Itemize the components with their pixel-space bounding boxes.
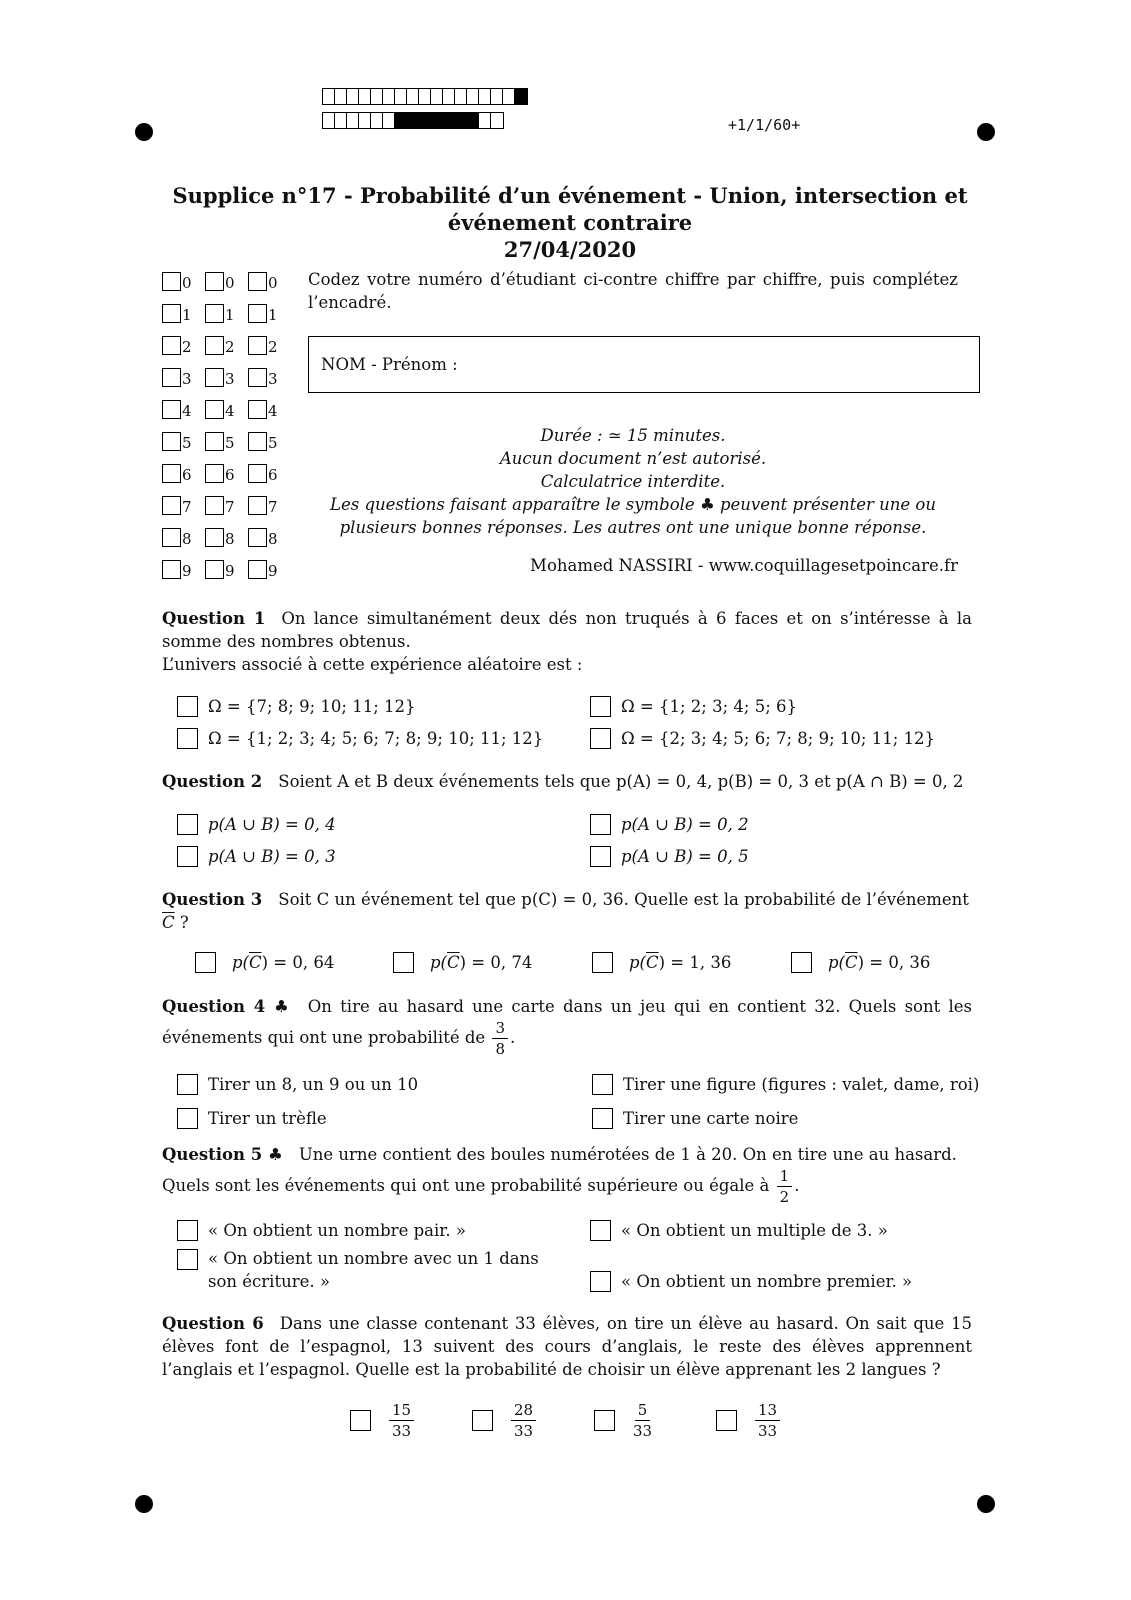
question-1 [162,607,972,676]
question-label: Question 1 [162,609,266,628]
checkbox[interactable] [248,400,267,419]
digit-choice[interactable] [205,496,248,515]
digit-label: 5 [182,433,192,452]
digit-choice[interactable] [162,432,205,451]
checkbox[interactable] [177,696,198,717]
checkbox[interactable] [590,696,611,717]
barcode-cell [443,113,455,128]
barcode-top [322,88,528,105]
digit-choice[interactable] [248,336,291,355]
digit-choice[interactable] [205,272,248,291]
registration-mark-bottom-right [977,1495,995,1513]
checkbox[interactable] [177,728,198,749]
checkbox[interactable] [592,1074,613,1095]
barcode-cell [347,113,359,128]
digit-choice[interactable] [205,400,248,419]
checkbox[interactable] [205,528,224,547]
q3-option-d[interactable]: $p(\overline{C}) = 0$, 36 [791,952,930,973]
checkbox[interactable] [590,814,611,835]
checkbox[interactable] [205,400,224,419]
digit-label: 3 [268,369,278,388]
q4-option-c[interactable]: Tirer un trèfle [177,1108,327,1129]
checkbox[interactable] [594,1410,615,1431]
checkbox[interactable] [177,1249,198,1270]
checkbox[interactable] [248,272,267,291]
question-text: Une urne contient des boules numérotées de 1 à 20. On en tire une au hasard. [298,1145,957,1164]
digit-label: 2 [225,337,235,356]
checkbox[interactable] [205,432,224,451]
checkbox[interactable] [177,1108,198,1129]
checkbox[interactable] [205,496,224,515]
checkbox[interactable] [162,528,181,547]
digit-choice[interactable] [162,560,205,579]
digit-label: 0 [182,273,192,292]
barcode-bottom [322,112,504,129]
barcode-cell [407,113,419,128]
digit-choice[interactable] [248,496,291,515]
digit-row [162,297,291,329]
barcode-cell [407,89,419,104]
digit-choice[interactable] [162,368,205,387]
q4-option-d[interactable]: Tirer une carte noire [592,1108,798,1129]
digit-row [162,425,291,457]
q1-option-d[interactable]: Ω = {2; 3; 4; 5; 6; 7; 8; 9; 10; 11; 12} [590,728,935,749]
checkbox[interactable] [162,304,181,323]
title-line-1: Supplice n°17 - Probabilité d’un événement - Union, intersection et [172,183,968,208]
digit-choice[interactable] [162,272,205,291]
digit-choice[interactable] [162,400,205,419]
barcode-cell [479,89,491,104]
digit-choice[interactable] [162,304,205,323]
question-text-event: $\overline{C}$ [162,913,175,932]
barcode-cell [467,89,479,104]
barcode-cell [419,113,431,128]
question-text: On lance simultanément deux dés non truqués à 6 faces et on s’intéresse à la somme des nombres obtenus. [162,609,972,651]
digit-row [162,489,291,521]
digit-choice[interactable] [248,272,291,291]
question-text: Soient A et B deux événements tels que p(A) = 0, 4, p(B) = 0, 3 et p(A ∩ B) = 0, 2 [278,772,964,791]
barcode-cell [335,89,347,104]
q1-option-c[interactable]: Ω = {1; 2; 3; 4; 5; 6; 7; 8; 9; 10; 11; 12} [177,728,543,749]
q5-option-d[interactable]: « On obtient un nombre premier. » [590,1271,912,1292]
digit-row [162,361,291,393]
barcode-cell [371,113,383,128]
checkbox[interactable] [177,814,198,835]
digit-label: 8 [225,529,235,548]
q6-option-c[interactable]: $\frac{5}{33}$ [594,1400,654,1441]
q2-option-d[interactable]: p(A ∪ B) = 0, 5 [590,846,749,867]
checkbox[interactable] [590,1271,611,1292]
q5-option-b[interactable]: « On obtient un multiple de 3. » [590,1220,888,1241]
digit-label: 4 [182,401,192,420]
digit-label: 9 [268,561,278,580]
q2-option-a[interactable]: p(A ∪ B) = 0, 4 [177,814,336,835]
q6-option-a[interactable]: $\frac{15}{33}$ [350,1400,416,1441]
barcode-cell [455,113,467,128]
digit-choice[interactable] [205,304,248,323]
barcode-cell [383,113,395,128]
q5-option-c[interactable]: « On obtient un nombre avec un 1 dans son écriture. » [177,1249,539,1293]
fraction: $\frac{3}{8}$ [492,1018,508,1059]
checkbox[interactable] [248,368,267,387]
digit-label: 9 [225,561,235,580]
barcode-cell [383,89,395,104]
digit-label: 1 [268,305,278,324]
question-label: Question 4 ♣ [162,997,292,1016]
checkbox[interactable] [162,336,181,355]
name-label: NOM - Prénom : [321,355,458,374]
fraction: $\frac{1}{2}$ [777,1166,793,1207]
barcode-cell [359,89,371,104]
digit-choice[interactable] [205,368,248,387]
checkbox[interactable] [205,368,224,387]
barcode-cell [371,89,383,104]
barcode-cell [491,113,503,128]
barcode-cell [335,113,347,128]
registration-mark-top-right [977,123,995,141]
barcode-cell [347,89,359,104]
digit-label: 8 [268,529,278,548]
student-number-grid [162,265,291,585]
rule-duration: Durée : ≃ 15 minutes. [540,426,726,445]
q3-option-b[interactable]: $p(\overline{C}) = 0$, 74 [393,952,532,973]
digit-row [162,553,291,585]
digit-label: 6 [182,465,192,484]
digit-choice[interactable] [205,464,248,483]
digit-label: 6 [268,465,278,484]
checkbox[interactable] [162,560,181,579]
checkbox[interactable] [205,304,224,323]
checkbox[interactable] [162,272,181,291]
digit-choice[interactable] [162,464,205,483]
barcode-cell [395,89,407,104]
digit-choice[interactable] [248,368,291,387]
exam-rules [308,424,958,539]
checkbox[interactable] [162,496,181,515]
digit-label: 7 [268,497,278,516]
barcode-cell [491,89,503,104]
rule-multiple-1: Les questions faisant apparaître le symbole ♣ peuvent présenter une ou [330,495,936,514]
checkbox[interactable] [205,464,224,483]
checkbox[interactable] [177,846,198,867]
checkbox[interactable] [350,1410,371,1431]
barcode-cell [467,113,479,128]
digit-label: 3 [225,369,235,388]
question-text-2: L’univers associé à cette expérience aléatoire est : [162,655,583,674]
digit-row [162,265,291,297]
q2-option-c[interactable]: p(A ∪ B) = 0, 3 [177,846,336,867]
digit-label: 7 [182,497,192,516]
digit-row [162,521,291,553]
digit-choice[interactable] [205,336,248,355]
digit-label: 3 [182,369,192,388]
name-field[interactable] [308,336,980,393]
checkbox[interactable] [248,560,267,579]
checkbox[interactable] [590,846,611,867]
rule-multiple-2: plusieurs bonnes réponses. Les autres ont une unique bonne réponse. [339,518,927,537]
checkbox[interactable] [248,432,267,451]
checkbox[interactable] [248,336,267,355]
question-text-2: Quels sont les événements qui ont une probabilité supérieure ou égale à [162,1176,770,1195]
question-label: Question 3 [162,890,263,909]
question-text: Soit C un événement tel que p(C) = 0, 36. Quelle est la probabilité de l’événement [278,890,969,909]
q3-option-c[interactable]: $p(\overline{C}) = 1$, 36 [592,952,731,973]
checkbox[interactable] [162,432,181,451]
question-text: Dans une classe contenant 33 élèves, on tire un élève au hasard. On sait que 15 élèves font de l’espagnol, 13 suivent des cours d’anglais, le reste des élèves apprennent l’anglais et l’espagnol. Quelle est la probabilité de choisir un élève apprenant les 2 langues ? [162,1314,972,1379]
checkbox[interactable] [590,1220,611,1241]
digit-label: 8 [182,529,192,548]
barcode-cell [359,113,371,128]
digit-label: 2 [268,337,278,356]
q4-option-a[interactable]: Tirer un 8, un 9 ou un 10 [177,1074,418,1095]
checkbox[interactable] [205,272,224,291]
digit-label: 1 [225,305,235,324]
checkbox[interactable] [177,1074,198,1095]
digit-label: 0 [268,273,278,292]
digit-choice[interactable] [162,496,205,515]
checkbox[interactable] [248,528,267,547]
barcode-cell [323,89,335,104]
barcode-cell [431,113,443,128]
q1-option-b[interactable]: Ω = {1; 2; 3; 4; 5; 6} [590,696,797,717]
registration-mark-top-left [135,123,153,141]
barcode-cell [395,113,407,128]
registration-mark-bottom-left [135,1495,153,1513]
digit-label: 6 [225,465,235,484]
q3-option-a[interactable]: $p(\overline{C}) = 0$, 64 [195,952,334,973]
digit-label: 2 [182,337,192,356]
question-6 [162,1312,972,1381]
barcode-cell [419,89,431,104]
digit-row [162,329,291,361]
instruction-text: Codez votre numéro d’étudiant ci-contre chiffre par chiffre, puis complétez l’encadré. [308,270,958,312]
rule-no-documents: Aucun document n’est autorisé. [499,449,767,468]
digit-label: 9 [182,561,192,580]
page-title [160,182,980,263]
digit-choice[interactable] [248,432,291,451]
digit-label: 5 [268,433,278,452]
title-date: 27/04/2020 [503,237,637,262]
question-4: Question 4 ♣ On tire au hasard une carte dans un jeu qui en contient 32. Quels sont les événements qui ont une probabilité de $\frac{3}{8}$ . [162,997,972,1058]
question-5: Question 5 ♣ Une urne contient des boules numérotées de 1 à 20. On en tire une au hasard. Quels sont les événements qui ont une probabilité supérieure ou égale à $\frac{1}{2}$ . [162,1145,957,1206]
question-label: Question 2 [162,772,263,791]
digit-label: 4 [268,401,278,420]
digit-choice[interactable] [205,528,248,547]
checkbox[interactable] [472,1410,493,1431]
barcode-cell [515,89,527,104]
q4-option-b[interactable]: Tirer une figure (figures : valet, dame, roi) [592,1074,979,1095]
rule-calculator: Calculatrice interdite. [540,472,726,491]
checkbox[interactable] [590,728,611,749]
digit-label: 5 [225,433,235,452]
barcode-cell [323,113,335,128]
digit-row [162,393,291,425]
question-3: Question 3 Soit C un événement tel que p(C) = 0, 36. Quelle est la probabilité de l’événement $\overline{C}$ ? [162,890,969,932]
checkbox[interactable] [195,952,216,973]
checkbox[interactable] [248,464,267,483]
digit-choice[interactable] [248,400,291,419]
barcode-cell [431,89,443,104]
barcode-cell [503,89,515,104]
digit-choice[interactable] [248,464,291,483]
digit-label: 0 [225,273,235,292]
checkbox[interactable] [592,1108,613,1129]
question-label: Question 5 ♣ [162,1145,283,1164]
checkbox[interactable] [248,304,267,323]
title-line-2: événement contraire [447,210,693,235]
question-text: On tire au hasard une carte dans un jeu qui en contient 32. Quels sont les événements qui ont une probabilité de [162,997,972,1047]
q6-option-b[interactable]: $\frac{28}{33}$ [472,1400,538,1441]
q2-option-b[interactable]: p(A ∪ B) = 0, 2 [590,814,749,835]
digit-label: 7 [225,497,235,516]
checkbox[interactable] [205,336,224,355]
digit-label: 1 [182,305,192,324]
digit-choice[interactable] [248,304,291,323]
barcode-cell [455,89,467,104]
barcode-cell [443,89,455,104]
barcode-cell [479,113,491,128]
checkbox[interactable] [162,464,181,483]
digit-choice[interactable] [205,432,248,451]
checkbox[interactable] [592,952,613,973]
checkbox[interactable] [716,1410,737,1431]
digit-choice[interactable] [248,560,291,579]
checkbox[interactable] [393,952,414,973]
q6-option-d[interactable]: $\frac{13}{33}$ [716,1400,782,1441]
checkbox[interactable] [791,952,812,973]
digit-label: 4 [225,401,235,420]
checkbox[interactable] [162,400,181,419]
question-label: Question 6 [162,1314,264,1333]
checkbox[interactable] [248,496,267,515]
digit-choice[interactable] [248,528,291,547]
digit-choice[interactable] [162,528,205,547]
q5-option-a[interactable]: « On obtient un nombre pair. » [177,1220,466,1241]
digit-choice[interactable] [205,560,248,579]
digit-choice[interactable] [162,336,205,355]
checkbox[interactable] [162,368,181,387]
q1-option-a[interactable]: Ω = {7; 8; 9; 10; 11; 12} [177,696,416,717]
checkbox[interactable] [177,1220,198,1241]
question-2 [162,770,972,793]
checkbox[interactable] [205,560,224,579]
page-code: +1/1/60+ [728,116,801,134]
digit-row [162,457,291,489]
author-credit: Mohamed NASSIRI - www.coquillagesetpoincare.fr [530,556,958,575]
